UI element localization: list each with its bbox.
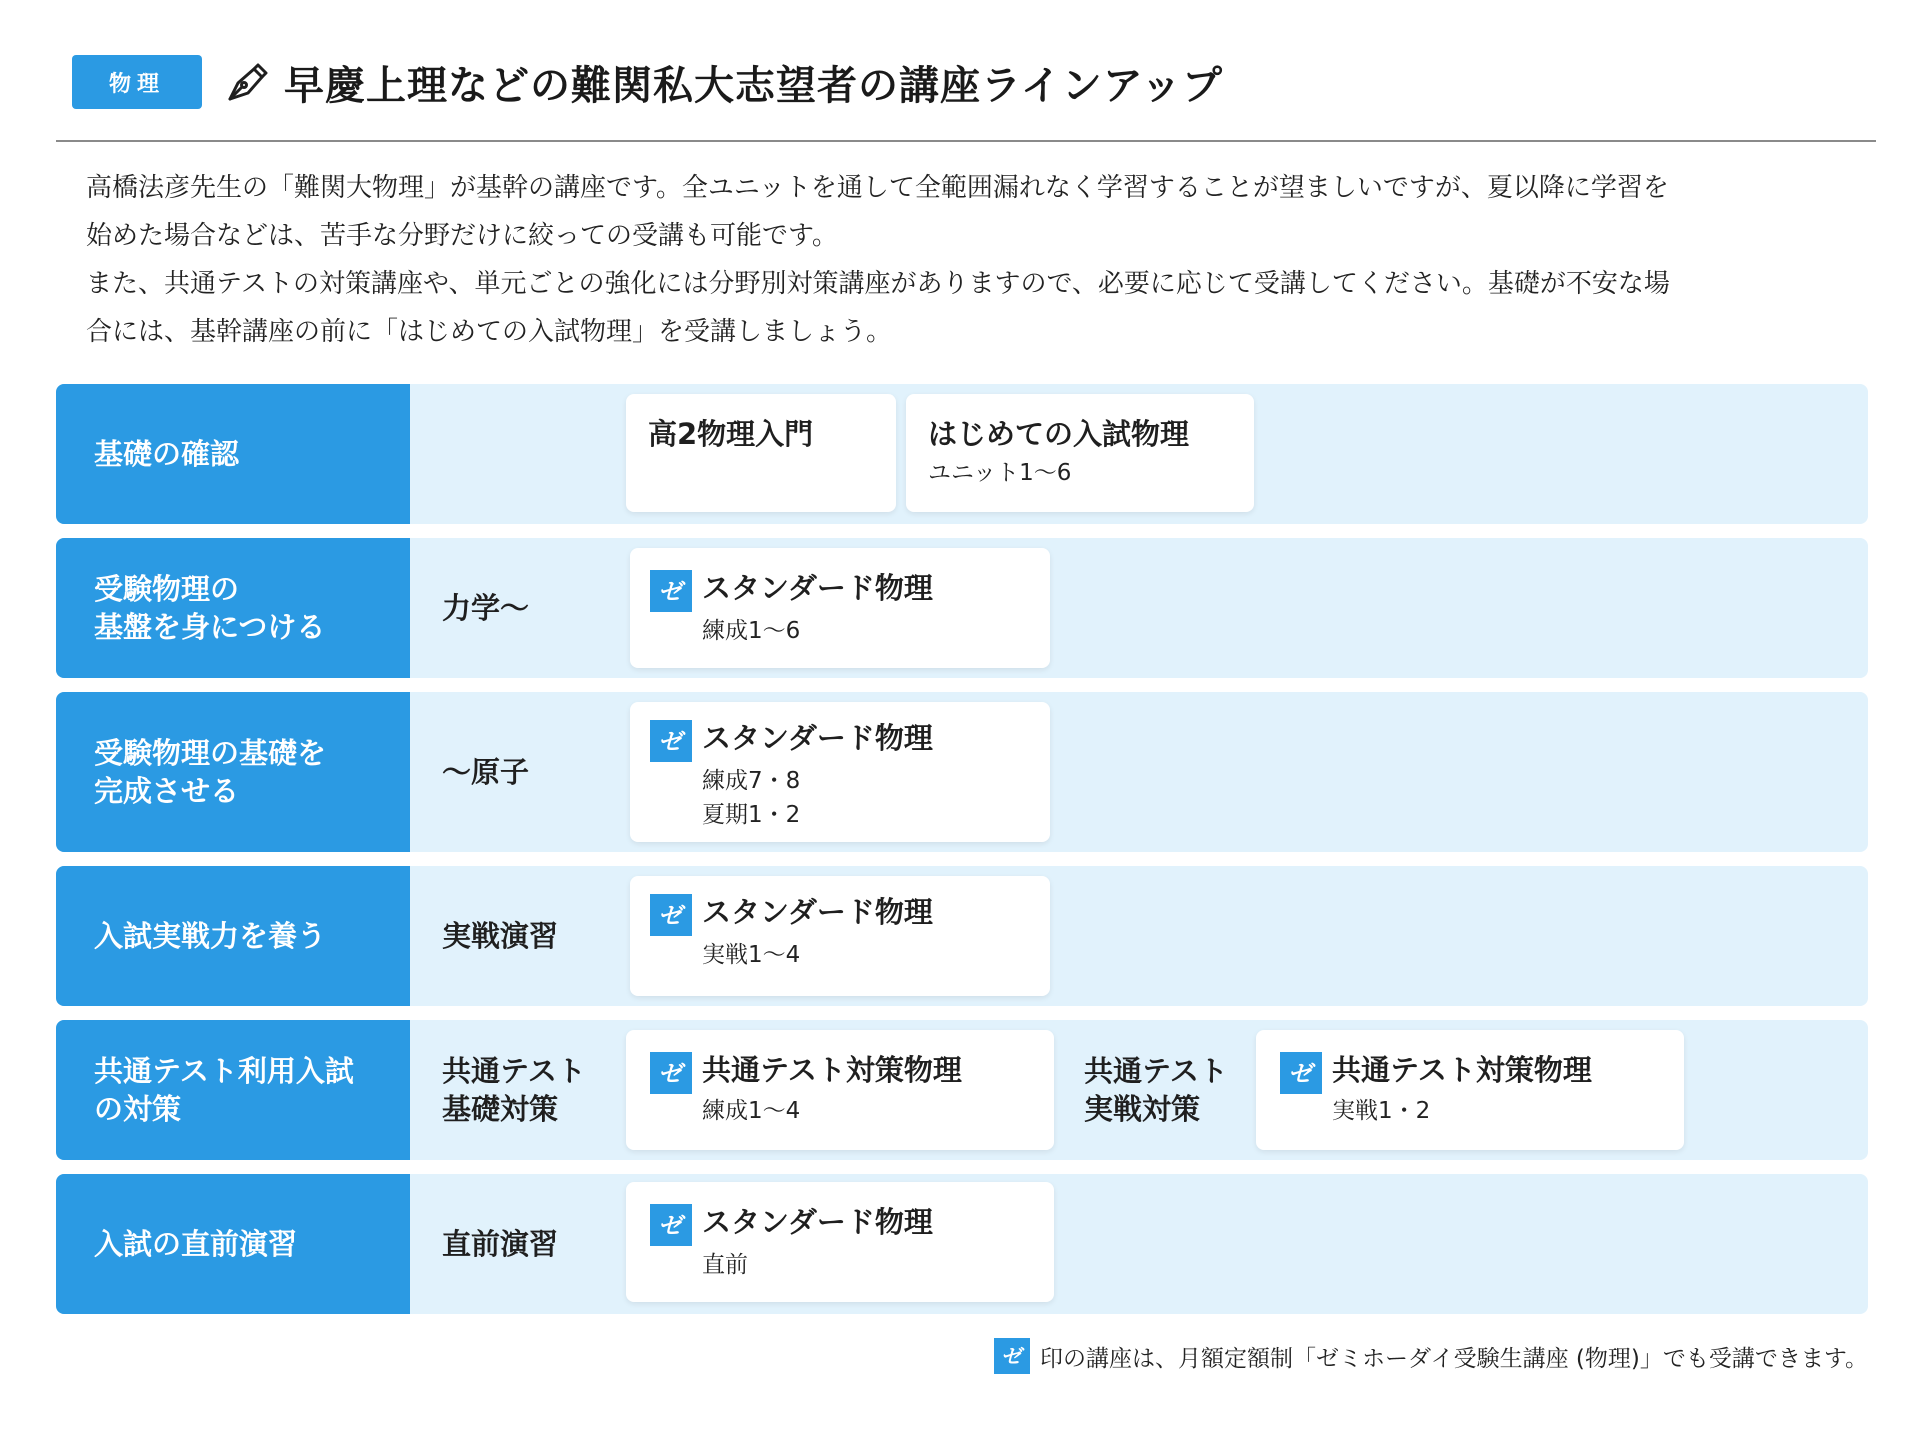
row-label-text: 入試実戦力を養う — [94, 919, 327, 953]
course-title: スタンダード物理 — [702, 571, 933, 605]
intro-line: 始めた場合などは、苦手な分野だけに絞っての受講も可能です。 — [86, 221, 838, 251]
course-card[interactable] — [626, 1182, 1054, 1302]
row-label — [56, 1174, 410, 1314]
row-label-text: 受験物理の — [94, 572, 240, 606]
row-label-text: 共通テスト利用入試 — [94, 1054, 354, 1088]
row-label — [56, 866, 410, 1006]
page-title: 早慶上理などの難関私大志望者の講座ラインアップ — [284, 62, 1223, 109]
row-label — [56, 1020, 410, 1160]
row-sublabel-text: 共通テスト — [442, 1054, 586, 1088]
row-label-text: 基盤を身につける — [94, 610, 326, 644]
course-card[interactable] — [1256, 1030, 1684, 1150]
course-card[interactable] — [630, 702, 1050, 842]
svg-text:ゼ: ゼ — [658, 1060, 682, 1088]
footnote-text: 印の講座は、月額定額制「ゼミホーダイ受験生講座 (物理)」でも受講できます。 — [1040, 1345, 1868, 1372]
course-title: 共通テスト対策物理 — [1332, 1053, 1592, 1087]
row-label-text: の対策 — [94, 1092, 182, 1126]
row-sublabel-text: 直前演習 — [442, 1227, 559, 1261]
course-detail: ユニット1〜6 — [928, 460, 1072, 486]
subject-tag: 物理 — [72, 55, 202, 109]
row-sublabel — [442, 538, 529, 678]
row-label-text: 基礎の確認 — [94, 437, 240, 471]
svg-text:ゼ: ゼ — [1000, 1344, 1022, 1369]
course-title: スタンダード物理 — [702, 721, 933, 755]
row-sublabel-text: 共通テスト — [1084, 1054, 1228, 1088]
course-detail: 練成1〜6 — [702, 618, 801, 644]
zemi-hodai-icon — [650, 570, 692, 612]
course-detail: 夏期1・2 — [702, 802, 801, 828]
zemi-hodai-icon — [650, 1204, 692, 1246]
course-title: はじめての入試物理 — [928, 417, 1190, 451]
row-sublabel — [442, 1174, 558, 1314]
course-title: 高2物理入門 — [648, 417, 814, 451]
zemi-hodai-icon — [650, 894, 692, 936]
row-label-text: 受験物理の基礎を — [94, 736, 327, 770]
row-label — [56, 384, 410, 524]
row-sublabel — [442, 1020, 586, 1160]
row-sublabel-text: 基礎対策 — [442, 1092, 559, 1126]
lineup-row-final — [56, 1174, 1868, 1314]
svg-text:ゼ: ゼ — [658, 902, 682, 930]
course-card[interactable] — [626, 1030, 1054, 1150]
header-divider — [56, 140, 1876, 142]
lineup-row-basics — [56, 384, 1868, 524]
footnote — [994, 1338, 1868, 1374]
zemi-hodai-icon — [1280, 1052, 1322, 1094]
course-detail: 実戦1・2 — [1332, 1098, 1431, 1124]
course-detail: 練成7・8 — [702, 768, 801, 794]
row-label-text: 入試の直前演習 — [94, 1227, 298, 1261]
row-sublabel — [442, 866, 558, 1006]
row-sublabel-text: 実戦対策 — [1084, 1092, 1201, 1126]
svg-text:ゼ: ゼ — [1288, 1060, 1312, 1088]
lineup-row-common-test — [56, 1020, 1868, 1160]
intro-text — [86, 164, 1846, 356]
zemi-hodai-icon — [650, 720, 692, 762]
svg-text:ゼ: ゼ — [658, 578, 682, 606]
lineup-row-completion — [56, 692, 1868, 852]
zemi-hodai-icon — [650, 1052, 692, 1094]
pen-nib-icon — [224, 59, 270, 105]
row-sublabel-text: 力学〜 — [442, 591, 530, 625]
course-card[interactable] — [906, 394, 1254, 512]
row-label — [56, 538, 410, 678]
course-card[interactable] — [630, 548, 1050, 668]
intro-line: 合には、基幹講座の前に「はじめての入試物理」を受講しましょう。 — [86, 317, 893, 347]
course-title: スタンダード物理 — [702, 895, 933, 929]
row-label — [56, 692, 410, 852]
row-sublabel-text: 実戦演習 — [442, 919, 559, 953]
course-title: 共通テスト対策物理 — [702, 1053, 962, 1087]
row-sublabel-text: 〜原子 — [442, 755, 530, 789]
row-sublabel — [442, 692, 529, 852]
course-card[interactable] — [630, 876, 1050, 996]
course-detail: 直前 — [702, 1252, 748, 1278]
intro-line: また、共通テストの対策講座や、単元ごとの強化には分野別対策講座がありますので、必要に応じて受講してください。基礎が不安な場 — [86, 269, 1670, 299]
intro-line: 高橋法彦先生の「難関大物理」が基幹の講座です。全ユニットを通して全範囲漏れなく学習することが望ましいですが、夏以降に学習を — [86, 173, 1669, 203]
lineup-row-foundation — [56, 538, 1868, 678]
row-sublabel — [1084, 1020, 1228, 1160]
course-detail: 練成1〜4 — [702, 1098, 801, 1124]
svg-text:ゼ: ゼ — [658, 728, 682, 756]
lineup-row-practice — [56, 866, 1868, 1006]
svg-text:ゼ: ゼ — [658, 1212, 682, 1240]
course-card[interactable] — [626, 394, 896, 512]
course-detail: 実戦1〜4 — [702, 942, 801, 968]
page-header — [72, 52, 1223, 112]
course-title: スタンダード物理 — [702, 1205, 933, 1239]
zemi-hodai-icon — [994, 1338, 1030, 1374]
row-label-text: 完成させる — [94, 774, 240, 808]
